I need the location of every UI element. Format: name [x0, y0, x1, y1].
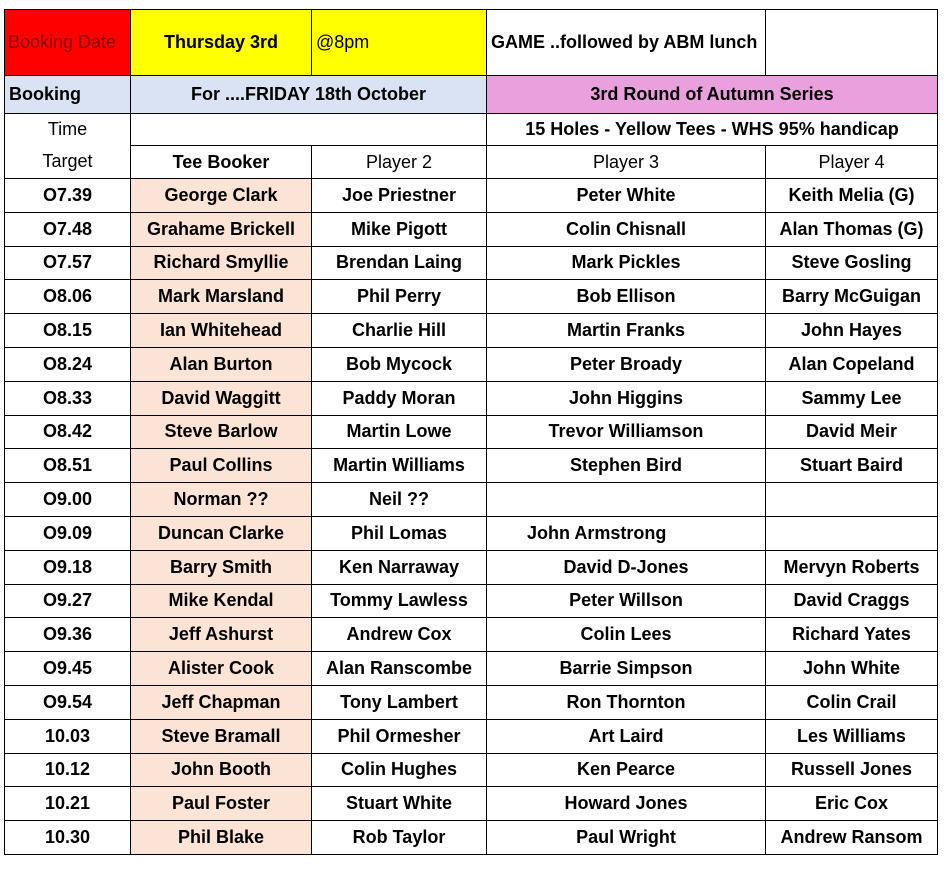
tee-time-row	[5, 753, 938, 787]
player3-cell[interactable]: Barrie Simpson	[487, 652, 766, 686]
tee-time-cell[interactable]: O9.54	[5, 685, 131, 719]
booking-row	[5, 76, 938, 114]
player2-cell[interactable]: Stuart White	[312, 787, 487, 821]
player2-cell[interactable]: Phil Lomas	[312, 516, 487, 550]
player2-cell[interactable]: Tony Lambert	[312, 685, 487, 719]
player3-cell[interactable]: John Higgins	[487, 381, 766, 415]
target-header-cell[interactable]: Target	[5, 146, 131, 179]
tee-time-row	[5, 685, 938, 719]
tee-time-row	[5, 415, 938, 449]
tee-booker-cell[interactable]: Paul Foster	[131, 787, 312, 821]
player4-cell[interactable]: Stuart Baird	[766, 449, 938, 483]
tee-booker-cell[interactable]: Alan Burton	[131, 347, 312, 381]
tee-time-row	[5, 584, 938, 618]
player2-cell[interactable]: Neil ??	[312, 483, 487, 517]
player2-cell[interactable]: Martin Lowe	[312, 415, 487, 449]
tee-booker-cell[interactable]: Jeff Chapman	[131, 685, 312, 719]
info-row	[5, 114, 938, 146]
tee-booker-cell[interactable]: George Clark	[131, 179, 312, 213]
player2-cell[interactable]: Tommy Lawless	[312, 584, 487, 618]
player3-cell[interactable]: Peter Willson	[487, 584, 766, 618]
player3-cell[interactable]	[487, 483, 766, 517]
booking-for-cell[interactable]: For ....FRIDAY 18th October	[131, 76, 487, 114]
tee-time-row	[5, 449, 938, 483]
player2-cell[interactable]: Andrew Cox	[312, 618, 487, 652]
tee-booker-cell[interactable]: Paul Collins	[131, 449, 312, 483]
tee-time-cell[interactable]: O7.57	[5, 246, 131, 280]
format-cell[interactable]: 15 Holes - Yellow Tees - WHS 95% handicap	[487, 114, 938, 146]
player3-cell[interactable]: Peter Broady	[487, 347, 766, 381]
player2-cell[interactable]: Brendan Laing	[312, 246, 487, 280]
tee-time-row	[5, 719, 938, 753]
tee-time-row	[5, 787, 938, 821]
player3-cell[interactable]: Paul Wright	[487, 821, 766, 855]
info-blank-cell[interactable]	[131, 114, 487, 146]
player2-cell[interactable]: Bob Mycock	[312, 347, 487, 381]
player3-cell[interactable]: Stephen Bird	[487, 449, 766, 483]
tee-time-row	[5, 212, 938, 246]
player3-cell[interactable]: Trevor Williamson	[487, 415, 766, 449]
tee-booker-cell[interactable]: Norman ??	[131, 483, 312, 517]
tee-time-row	[5, 179, 938, 213]
tee-time-cell[interactable]: O8.15	[5, 314, 131, 348]
player4-cell[interactable]: Eric Cox	[766, 787, 938, 821]
tee-booker-cell[interactable]: Alister Cook	[131, 652, 312, 686]
tee-booker-cell[interactable]: Steve Barlow	[131, 415, 312, 449]
player4-cell[interactable]: Mervyn Roberts	[766, 550, 938, 584]
tee-booker-cell[interactable]: Barry Smith	[131, 550, 312, 584]
tee-time-row	[5, 516, 938, 550]
tee-time-cell[interactable]: O9.00	[5, 483, 131, 517]
player4-cell[interactable]: Keith Melia (G)	[766, 179, 938, 213]
tee-booker-cell[interactable]: David Waggitt	[131, 381, 312, 415]
tee-time-cell[interactable]: O8.06	[5, 280, 131, 314]
player4-cell[interactable]: Colin Crail	[766, 685, 938, 719]
player4-cell[interactable]: Barry McGuigan	[766, 280, 938, 314]
player4-cell[interactable]: Les Williams	[766, 719, 938, 753]
tee-time-cell[interactable]: O8.42	[5, 415, 131, 449]
tee-booker-cell[interactable]: Richard Smyllie	[131, 246, 312, 280]
tee-booker-cell[interactable]: John Booth	[131, 753, 312, 787]
player3-header-cell[interactable]: Player 3	[487, 146, 766, 179]
tee-time-row	[5, 246, 938, 280]
tee-booker-cell[interactable]: Phil Blake	[131, 821, 312, 855]
tee-time-row	[5, 381, 938, 415]
tee-booker-cell[interactable]: Ian Whitehead	[131, 314, 312, 348]
tee-booker-cell[interactable]: Steve Bramall	[131, 719, 312, 753]
player2-cell[interactable]: Ken Narraway	[312, 550, 487, 584]
player2-cell[interactable]: Joe Priestner	[312, 179, 487, 213]
player2-cell[interactable]: Alan Ranscombe	[312, 652, 487, 686]
player4-cell[interactable]: John White	[766, 652, 938, 686]
game-note-cell[interactable]: GAME ..followed by ABM lunch	[487, 10, 766, 76]
tee-time-row	[5, 550, 938, 584]
tee-booker-cell[interactable]: Duncan Clarke	[131, 516, 312, 550]
blank-header-cell[interactable]	[766, 10, 938, 76]
time-label-cell[interactable]: Time	[5, 114, 131, 146]
player2-cell[interactable]: Colin Hughes	[312, 753, 487, 787]
column-header-row	[5, 146, 938, 179]
player3-cell[interactable]: Howard Jones	[487, 787, 766, 821]
player3-cell[interactable]: Colin Lees	[487, 618, 766, 652]
tee-time-cell[interactable]: O7.48	[5, 212, 131, 246]
player4-cell[interactable]	[766, 483, 938, 517]
player3-cell[interactable]: Ron Thornton	[487, 685, 766, 719]
player4-header-cell[interactable]: Player 4	[766, 146, 938, 179]
player3-cell[interactable]: Ken Pearce	[487, 753, 766, 787]
tee-time-row	[5, 618, 938, 652]
player3-cell[interactable]: Art Laird	[487, 719, 766, 753]
player4-cell[interactable]: Steve Gosling	[766, 246, 938, 280]
header-row	[5, 10, 938, 76]
tee-time-cell[interactable]: O9.36	[5, 618, 131, 652]
tee-booker-cell[interactable]: Mike Kendal	[131, 584, 312, 618]
tee-time-row	[5, 280, 938, 314]
player2-cell[interactable]: Mike Pigott	[312, 212, 487, 246]
tee-time-row	[5, 347, 938, 381]
player2-cell[interactable]: Rob Taylor	[312, 821, 487, 855]
player3-cell[interactable]: John Armstrong	[487, 516, 766, 550]
time-cell[interactable]: @8pm	[312, 10, 487, 76]
series-cell[interactable]: 3rd Round of Autumn Series	[487, 76, 938, 114]
player4-cell[interactable]: Sammy Lee	[766, 381, 938, 415]
tee-time-cell[interactable]: O8.24	[5, 347, 131, 381]
player3-cell[interactable]: David D-Jones	[487, 550, 766, 584]
player4-cell[interactable]: Alan Thomas (G)	[766, 212, 938, 246]
player2-cell[interactable]: Martin Williams	[312, 449, 487, 483]
tee-sheet-table	[4, 9, 938, 855]
player3-cell[interactable]: Mark Pickles	[487, 246, 766, 280]
tee-time-row	[5, 821, 938, 855]
tee-booker-cell[interactable]: Grahame Brickell	[131, 212, 312, 246]
tee-time-cell[interactable]: 10.21	[5, 787, 131, 821]
tee-time-cell[interactable]: O9.45	[5, 652, 131, 686]
player4-cell[interactable]: Richard Yates	[766, 618, 938, 652]
player4-cell[interactable]	[766, 516, 938, 550]
booking-label-cell[interactable]: Booking	[5, 76, 131, 114]
booking-date-label-cell[interactable]: Booking Date	[5, 10, 131, 76]
player3-cell[interactable]: Bob Ellison	[487, 280, 766, 314]
tee-booker-cell[interactable]: Jeff Ashurst	[131, 618, 312, 652]
tee-time-row	[5, 483, 938, 517]
day-cell[interactable]: Thursday 3rd	[131, 10, 312, 76]
player4-cell[interactable]: Andrew Ransom	[766, 821, 938, 855]
player2-header-cell[interactable]: Player 2	[312, 146, 487, 179]
tee-time-cell[interactable]: 10.03	[5, 719, 131, 753]
player4-cell[interactable]: John Hayes	[766, 314, 938, 348]
player2-cell[interactable]: Phil Perry	[312, 280, 487, 314]
tee-time-cell[interactable]: O8.33	[5, 381, 131, 415]
player3-cell[interactable]: Colin Chisnall	[487, 212, 766, 246]
tee-time-cell[interactable]: 10.12	[5, 753, 131, 787]
player2-cell[interactable]: Charlie Hill	[312, 314, 487, 348]
tee-time-cell[interactable]: O9.18	[5, 550, 131, 584]
tee-booker-header-cell[interactable]: Tee Booker	[131, 146, 312, 179]
tee-time-row	[5, 314, 938, 348]
tee-time-cell[interactable]: O9.27	[5, 584, 131, 618]
player2-cell[interactable]: Phil Ormesher	[312, 719, 487, 753]
tee-time-cell[interactable]: O9.09	[5, 516, 131, 550]
player4-cell[interactable]: David Meir	[766, 415, 938, 449]
player3-cell[interactable]: Martin Franks	[487, 314, 766, 348]
player4-cell[interactable]: Russell Jones	[766, 753, 938, 787]
tee-time-cell[interactable]: 10.30	[5, 821, 131, 855]
player2-cell[interactable]: Paddy Moran	[312, 381, 487, 415]
player3-cell[interactable]: Peter White	[487, 179, 766, 213]
player4-cell[interactable]: Alan Copeland	[766, 347, 938, 381]
tee-time-cell[interactable]: O7.39	[5, 179, 131, 213]
tee-time-row	[5, 652, 938, 686]
tee-booker-cell[interactable]: Mark Marsland	[131, 280, 312, 314]
player4-cell[interactable]: David Craggs	[766, 584, 938, 618]
tee-time-cell[interactable]: O8.51	[5, 449, 131, 483]
